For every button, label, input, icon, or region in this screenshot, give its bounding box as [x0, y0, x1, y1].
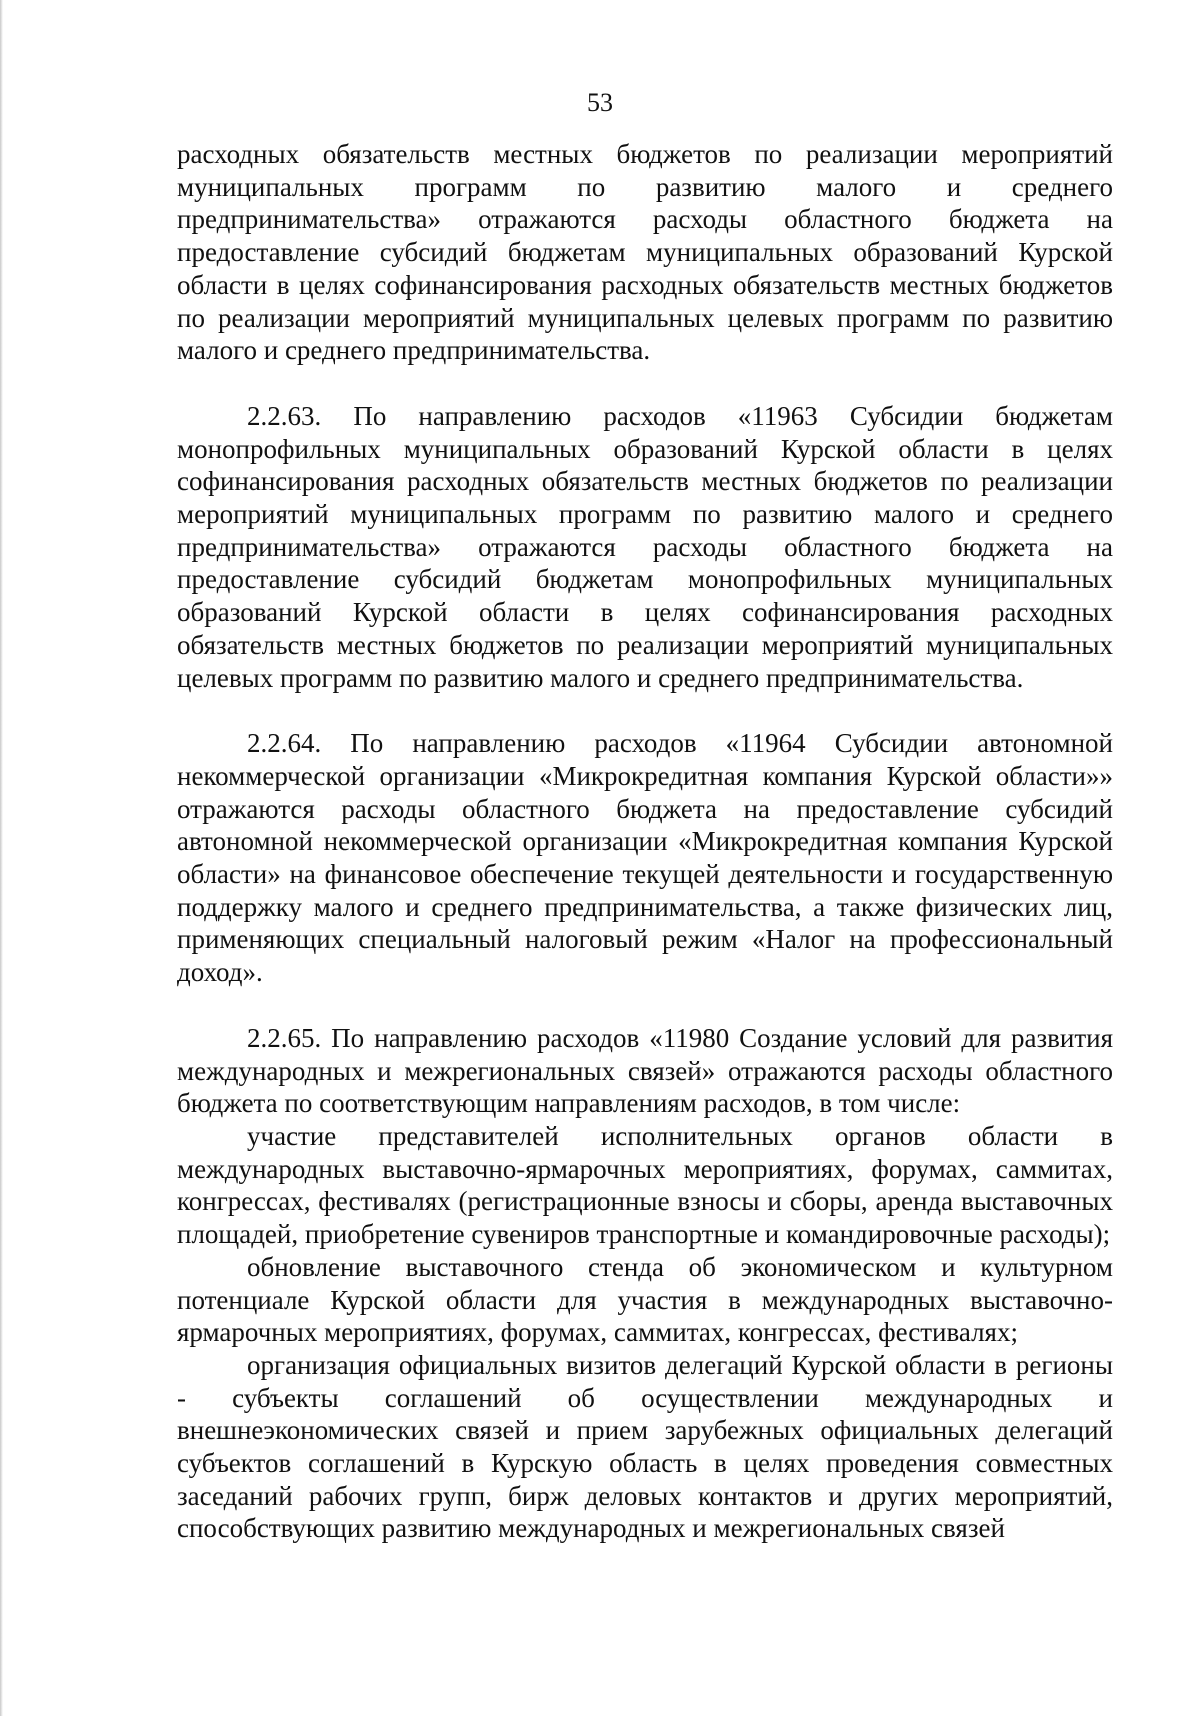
paragraph-2-2-63: 2.2.63. По направлению расходов «11963 Субсидии бюджетам монопрофильных муниципальных образований Курской области в целях софинансирования расходных обязательств местных бюджетов по реализации мероприятий муниципальных программ по развитию малого и среднего предпринимательства» отражаются расходы областного бюджета на предоставление субсидий бюджетам монопрофильных муниципальных образований Курской области в целях софинансирования расходных обязательств местных бюджетов по реализации мероприятий муниципальных целевых программ по развитию малого и среднего предпринимательства. [177, 400, 1113, 693]
paragraph-2-2-64: 2.2.64. По направлению расходов «11964 Субсидии автономной некоммерческой организации «Микрокредитная компания Курской области»» отражаются расходы областного бюджета на предоставление субсидий автономной некоммерческой организации «Микрокредитная компания Курской области» на финансовое обеспечение текущей деятельности и государственную поддержку малого и среднего предпринимательства, а также физических лиц, применяющих специальный налоговый режим «Налог на профессиональный доход». [177, 728, 1113, 988]
page-number: 53 [587, 88, 613, 117]
paragraph-intro-continuation: расходных обязательств местных бюджетов по реализации мероприятий муниципальных программ по развитию малого и среднего предпринимательства» отражаются расходы областного бюджета на предоставление субсидий бюджетам муниципальных образований Курской области в целях софинансирования расходных обязательств местных бюджетов по реализации мероприятий муниципальных целевых программ по развитию малого и среднего предпринимательства. [177, 139, 1113, 366]
document-body [177, 138, 1113, 1545]
list-item-participation: участие представителей исполнительных органов области в международных выставочно-ярмарочных мероприятиях, форумах, саммитах, конгрессах, фестивалях (регистрационные взносы и сборы, аренда выставочных площадей, приобретение сувениров транспортные и командировочные расходы); [177, 1120, 1113, 1250]
scan-edge [0, 0, 3, 1716]
list-item-official-visits: организация официальных визитов делегаций Курской области в регионы - субъекты соглашений об осуществлении международных и внешнеэкономических связей и прием зарубежных официальных делегаций субъектов соглашений в Курскую область в целях проведения совместных заседаний рабочих групп, бирж деловых контактов и других мероприятий, способствующих развитию международных и межрегиональных связей [177, 1349, 1113, 1544]
list-item-stand-update: обновление выставочного стенда об экономическом и культурном потенциале Курской области для участия в международных выставочно-ярмарочных мероприятиях, форумах, саммитах, конгрессах, фестивалях; [177, 1251, 1113, 1348]
paragraph-2-2-65: 2.2.65. По направлению расходов «11980 Создание условий для развития международных и межрегиональных связей» отражаются расходы областного бюджета по соответствующим направлениям расходов, в том числе: [177, 1022, 1113, 1119]
